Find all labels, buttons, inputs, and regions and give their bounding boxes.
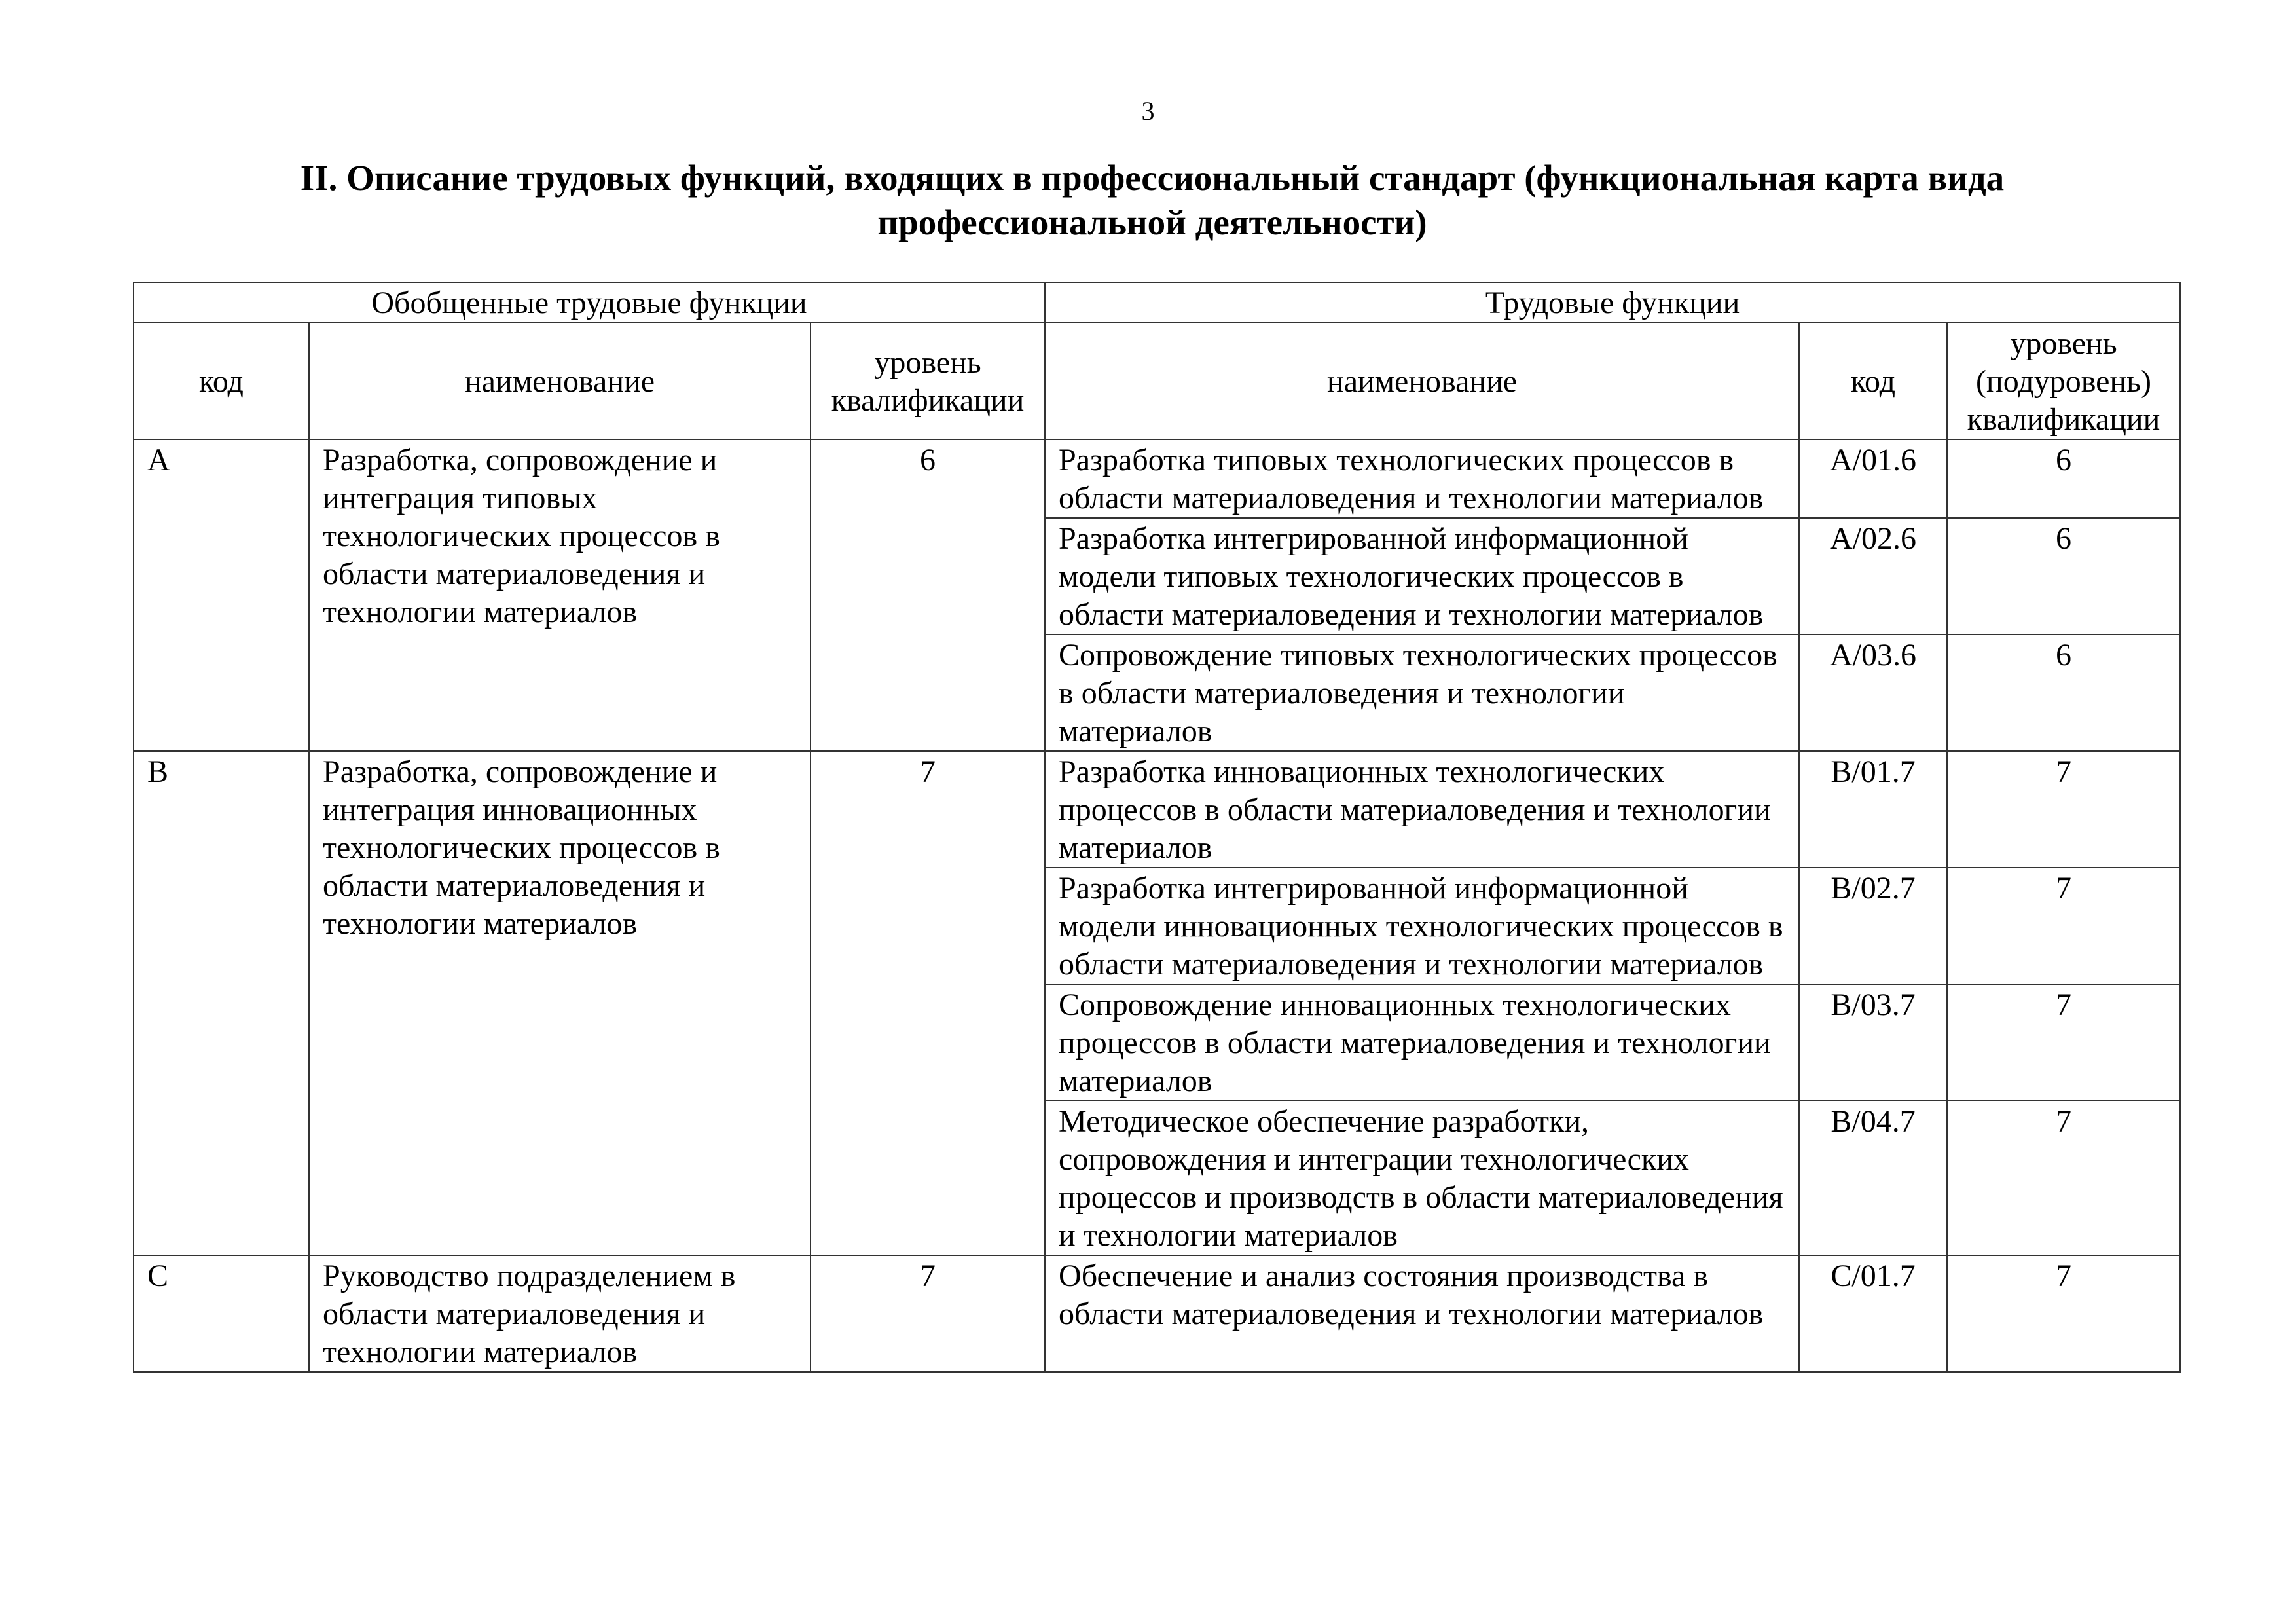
fn-code-cell: A/02.6 — [1799, 518, 1947, 635]
header-generalized-functions: Обобщенные трудовые функции — [134, 282, 1045, 323]
header-fn-code: код — [1799, 323, 1947, 439]
fn-name-cell: Сопровождение типовых технологических процессов в области материаловедения и технологии материалов — [1045, 635, 1799, 751]
fn-code-cell: B/04.7 — [1799, 1101, 1947, 1255]
gen-level-cell: 7 — [811, 1255, 1045, 1372]
fn-name-cell: Обеспечение и анализ состояния производства в области материаловедения и технологии материалов — [1045, 1255, 1799, 1372]
fn-level-cell: 7 — [1947, 984, 2180, 1101]
header-fn-name: наименование — [1045, 323, 1799, 439]
page-number: 3 — [1141, 96, 1155, 126]
table-row — [134, 751, 2180, 868]
gen-level-cell: 7 — [811, 751, 1045, 1255]
section-title-line-2: профессиональной деятельности) — [877, 202, 1427, 242]
fn-name-cell: Разработка интегрированной информационной модели инновационных технологических процессов в области материаловедения и технологии материалов — [1045, 868, 1799, 984]
group-header-row — [134, 282, 2180, 323]
fn-name-cell: Разработка типовых технологических процессов в области материаловедения и технологии материалов — [1045, 439, 1799, 518]
table-row — [134, 1255, 2180, 1372]
header-gen-code: код — [134, 323, 309, 439]
header-fn-level: уровень (подуровень) квалификации — [1947, 323, 2180, 439]
header-labor-functions: Трудовые функции — [1045, 282, 2180, 323]
fn-level-cell: 6 — [1947, 635, 2180, 751]
gen-name-cell: Разработка, сопровождение и интеграция типовых технологических процессов в области материаловедения и технологии материалов — [309, 439, 811, 751]
gen-code-cell: B — [134, 751, 309, 1255]
fn-code-cell: C/01.7 — [1799, 1255, 1947, 1372]
fn-name-cell: Разработка инновационных технологических процессов в области материаловедения и технологии материалов — [1045, 751, 1799, 868]
section-title-line-1: II. Описание трудовых функций, входящих в профессиональный стандарт (функциональная карта вида — [300, 158, 2005, 198]
fn-level-cell: 7 — [1947, 1101, 2180, 1255]
gen-name-cell: Разработка, сопровождение и интеграция инновационных технологических процессов в области материаловедения и технологии материалов — [309, 751, 811, 1255]
fn-code-cell: B/03.7 — [1799, 984, 1947, 1101]
fn-code-cell: A/01.6 — [1799, 439, 1947, 518]
fn-level-cell: 6 — [1947, 518, 2180, 635]
gen-code-cell: A — [134, 439, 309, 751]
gen-name-cell: Руководство подразделением в области материаловедения и технологии материалов — [309, 1255, 811, 1372]
fn-name-cell: Методическое обеспечение разработки, сопровождения и интеграции технологических процессов и производств в области материаловедения и технологии материалов — [1045, 1101, 1799, 1255]
fn-name-cell: Сопровождение инновационных технологических процессов в области материаловедения и технологии материалов — [1045, 984, 1799, 1101]
fn-code-cell: B/02.7 — [1799, 868, 1947, 984]
fn-level-cell: 6 — [1947, 439, 2180, 518]
header-gen-level: уровень квалификации — [811, 323, 1045, 439]
column-header-row — [134, 323, 2180, 439]
table-row — [134, 439, 2180, 518]
functions-body — [134, 439, 2180, 1372]
functional-map-table — [133, 282, 2181, 1373]
gen-level-cell: 6 — [811, 439, 1045, 751]
section-title — [131, 156, 2174, 245]
fn-code-cell: A/03.6 — [1799, 635, 1947, 751]
fn-code-cell: B/01.7 — [1799, 751, 1947, 868]
fn-level-cell: 7 — [1947, 868, 2180, 984]
fn-name-cell: Разработка интегрированной информационной модели типовых технологических процессов в области материаловедения и технологии материалов — [1045, 518, 1799, 635]
gen-code-cell: C — [134, 1255, 309, 1372]
fn-level-cell: 7 — [1947, 1255, 2180, 1372]
fn-level-cell: 7 — [1947, 751, 2180, 868]
header-gen-name: наименование — [309, 323, 811, 439]
